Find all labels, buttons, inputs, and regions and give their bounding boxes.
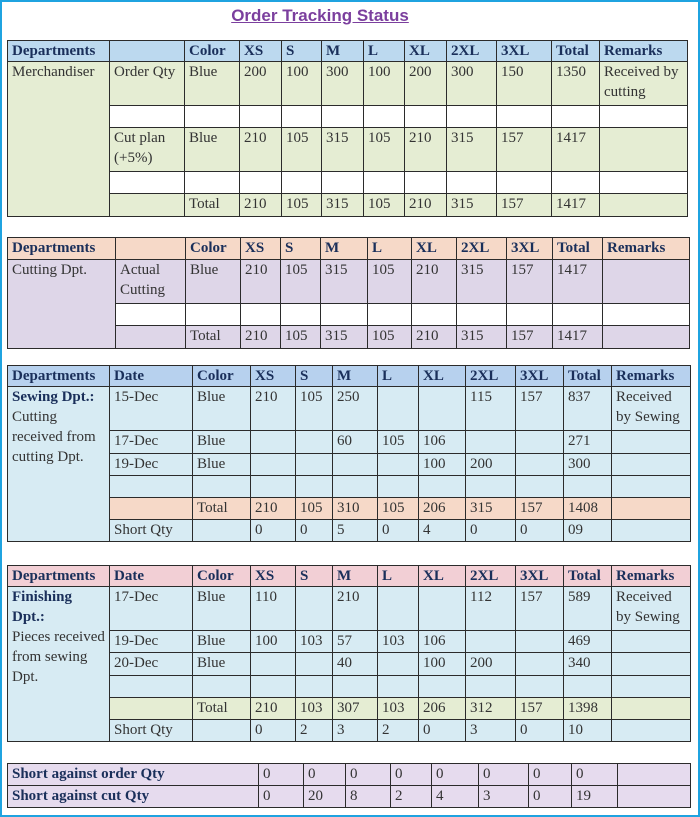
col-3xl: 3XL xyxy=(497,41,552,62)
page-title: Order Tracking Status xyxy=(231,6,409,25)
col-s: S xyxy=(282,41,322,62)
dept-cell: Sewing Dpt.: Cutting received from cutting Dpt. xyxy=(8,387,110,542)
col-departments: Departments xyxy=(8,41,110,62)
finishing-table: Departments Date Color XS S M L XL 2XL 3XL Total Remarks Finishing Dpt.: Pieces received from sewing Dpt. 17-Dec Blue 110 210 112 157 589 Received by Sewing 19-Dec Blue 100 103 57 103 106 469 20-Dec Blue 40 100 200 340 Total 210 103 307 103 206 312 157 1398 Short Qty 0 2 3 2 0 3 0 10 xyxy=(7,565,691,742)
sewing-table: Departments Date Color XS S M L XL 2XL 3XL Total Remarks Sewing Dpt.: Cutting received from cutting Dpt. 15-Dec Blue 210 105 250 115 157 837 Received by Sewing 17-Dec Blue 60 105 106 271 19-Dec Blue 100 200 300 Total 210 105 310 105 206 315 157 1408 Short Qty 0 0 5 0 4 0 0 09 xyxy=(7,365,691,542)
dept-cell: Cutting Dpt. xyxy=(8,260,116,349)
dept-cell: Finishing Dpt.: Pieces received from sewing Dpt. xyxy=(8,587,110,742)
col-color: Color xyxy=(185,41,240,62)
merchandiser-table: Departments Color XS S M L XL 2XL 3XL Total Remarks Merchandiser Order Qty Blue 200 100 300 100 200 300 150 1350 Received by cutting Cut plan (+5%) Blue 210 105 315 105 210 315 157 1417 Total 210 105 315 105 210 315 157 1417 xyxy=(7,40,688,217)
summary-table: Short against order Qty 0 0 0 0 0 0 0 0 Short against cut Qty 0 20 8 2 4 3 0 19 xyxy=(7,763,691,808)
col-l: L xyxy=(364,41,405,62)
col-xs: XS xyxy=(240,41,282,62)
col-2xl: 2XL xyxy=(447,41,497,62)
col-m: M xyxy=(322,41,364,62)
col-remarks: Remarks xyxy=(600,41,688,62)
col-total: Total xyxy=(552,41,600,62)
col-xl: XL xyxy=(405,41,447,62)
dept-cell: Merchandiser xyxy=(8,62,110,217)
cutting-table: Departments Color XS S M L XL 2XL 3XL Total Remarks Cutting Dpt. Actual Cutting Blue 210 105 315 105 210 315 157 1417 Total 210 105 315 105 210 315 157 1417 xyxy=(7,237,690,349)
